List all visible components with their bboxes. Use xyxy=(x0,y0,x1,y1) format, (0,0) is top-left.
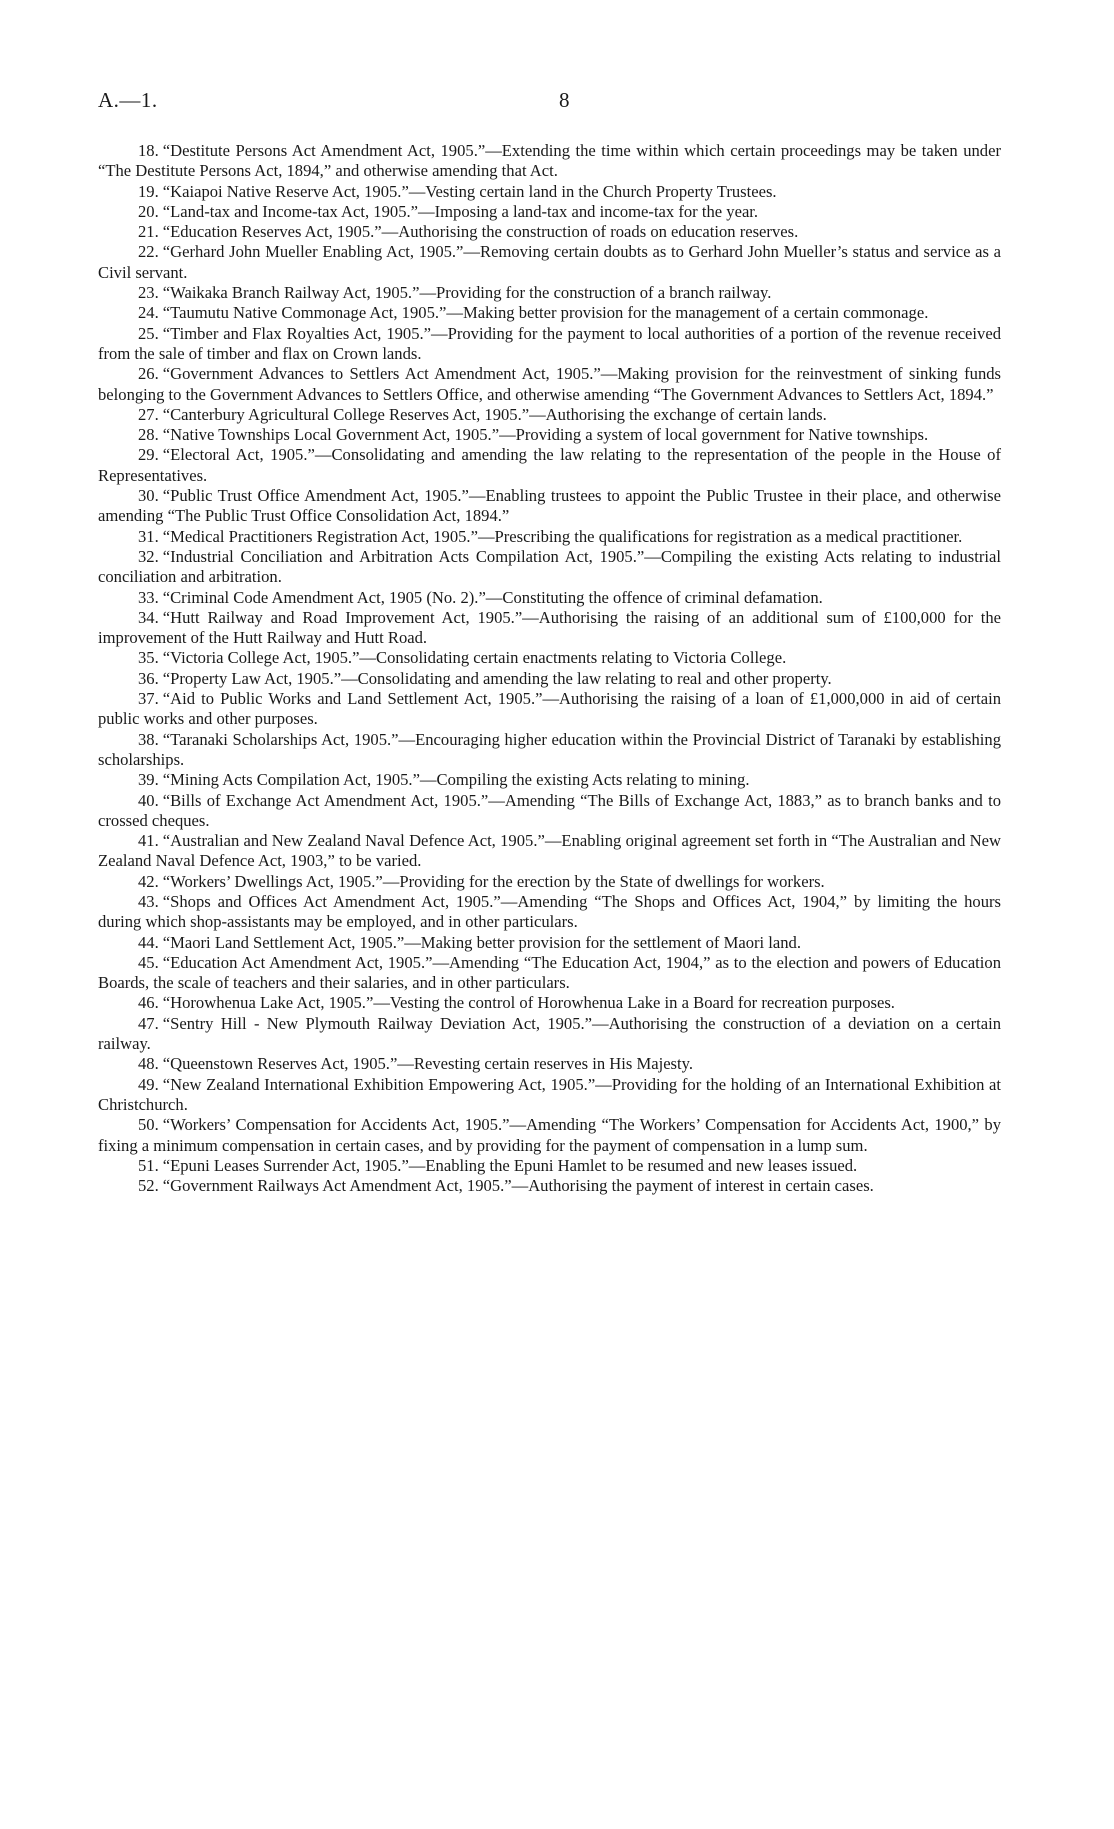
act-entry xyxy=(98,648,1001,668)
act-entry xyxy=(98,770,1001,790)
entry-text: “Workers’ Dwellings Act, 1905.”—Providing for the erection by the State of dwellings for workers. xyxy=(162,871,825,891)
entry-number: 37. xyxy=(138,689,159,709)
entry-text: “Destitute Persons Act Amendment Act, 1905.”—Extending the time within which certain proceedings may be taken under “The Destitute Persons Act, 1894,” and otherwise amending that Act. xyxy=(98,141,1001,181)
entry-text: “Taranaki Scholarships Act, 1905.”—Encouraging higher education within the Provincial District of Taranaki by establishing scholarships. xyxy=(98,729,1001,769)
entry-text: “Kaiapoi Native Reserve Act, 1905.”—Vesting certain land in the Church Property Trustees. xyxy=(162,181,777,201)
entry-text: “Epuni Leases Surrender Act, 1905.”—Enabling the Epuni Hamlet to be resumed and new leases issued. xyxy=(162,1155,858,1175)
entry-number: 52. xyxy=(138,1176,159,1196)
act-entry xyxy=(98,933,1001,953)
entry-text: “Victoria College Act, 1905.”—Consolidating certain enactments relating to Victoria College. xyxy=(162,648,787,668)
act-entry xyxy=(98,405,1001,425)
entry-number: 29. xyxy=(138,445,159,465)
act-entry xyxy=(98,445,1001,486)
entry-number: 48. xyxy=(138,1054,159,1074)
entry-text: “Aid to Public Works and Land Settlement Act, 1905.”—Authorising the raising of a loan of £1,000,000 in aid of certain public works and other purposes. xyxy=(98,689,1001,729)
document-code: A.—1. xyxy=(98,88,158,112)
entry-number: 27. xyxy=(138,404,159,424)
entry-number: 46. xyxy=(138,993,159,1013)
act-entry xyxy=(98,831,1001,872)
entry-text: “Medical Practitioners Registration Act, 1905.”—Prescribing the qualifications for registration as a medical practitioner. xyxy=(162,526,963,546)
act-entry xyxy=(98,993,1001,1013)
entry-text: “Education Act Amendment Act, 1905.”—Amending “The Education Act, 1904,” as to the election and powers of Education Boards, the scale of teachers and their salaries, and in other particulars. xyxy=(98,952,1001,993)
act-entry xyxy=(98,303,1001,323)
act-entry xyxy=(98,141,1001,182)
act-entry xyxy=(98,242,1001,283)
entry-text: “Criminal Code Amendment Act, 1905 (No. 2).”—Constituting the offence of criminal defamation. xyxy=(162,587,823,607)
entry-number: 50. xyxy=(138,1115,159,1135)
act-entry xyxy=(98,1014,1001,1055)
entry-text: “Native Townships Local Government Act, 1905.”—Providing a system of local government for Native townships. xyxy=(162,425,929,445)
act-entry xyxy=(98,689,1001,730)
entry-number: 36. xyxy=(138,668,159,688)
entry-number: 49. xyxy=(138,1074,159,1094)
entry-text: “Taumutu Native Commonage Act, 1905.”—Making better provision for the management of a certain commonage. xyxy=(162,303,929,323)
entry-number: 39. xyxy=(138,770,159,790)
entry-text: “Mining Acts Compilation Act, 1905.”—Compiling the existing Acts relating to mining. xyxy=(162,770,750,790)
act-entry xyxy=(98,791,1001,832)
act-entry xyxy=(98,1054,1001,1074)
entry-number: 21. xyxy=(138,222,159,242)
act-entry xyxy=(98,283,1001,303)
act-entry xyxy=(98,872,1001,892)
entry-number: 43. xyxy=(138,891,159,911)
entry-text: “Sentry Hill - New Plymouth Railway Deviation Act, 1905.”—Authorising the construction of a deviation on a certain railway. xyxy=(98,1013,1001,1054)
act-entry xyxy=(98,588,1001,608)
entry-text: “New Zealand International Exhibition Empowering Act, 1905.”—Providing for the holding of an International Exhibition at Christchurch. xyxy=(98,1074,1001,1114)
entry-number: 40. xyxy=(138,790,159,810)
entry-number: 32. xyxy=(138,546,159,566)
entry-number: 42. xyxy=(138,871,159,891)
entry-number: 28. xyxy=(138,425,159,445)
entry-text: “Education Reserves Act, 1905.”—Authorising the construction of roads on education reserves. xyxy=(162,222,799,242)
act-entry xyxy=(98,953,1001,994)
act-entry xyxy=(98,425,1001,445)
entry-text: “Maori Land Settlement Act, 1905.”—Making better provision for the settlement of Maori land. xyxy=(162,932,801,952)
entry-text: “Shops and Offices Act Amendment Act, 1905.”—Amending “The Shops and Offices Act, 1904,” by limiting the hours during which shop-assistants may be employed, and in other particulars. xyxy=(98,891,1001,932)
entry-number: 25. xyxy=(138,323,159,343)
act-list xyxy=(98,141,1001,1196)
entry-number: 38. xyxy=(138,729,159,749)
act-entry xyxy=(98,364,1001,405)
act-entry xyxy=(98,730,1001,771)
entry-text: “Australian and New Zealand Naval Defence Act, 1905.”—Enabling original agreement set forth in “The Australian and New Zealand Naval Defence Act, 1903,” to be varied. xyxy=(98,831,1001,871)
entry-text: “Hutt Railway and Road Improvement Act, 1905.”—Authorising the raising of an additional sum of £100,000 for the improvement of the Hutt Railway and Hutt Road. xyxy=(98,607,1001,648)
entry-number: 23. xyxy=(138,283,159,303)
page-header xyxy=(98,88,998,118)
entry-number: 44. xyxy=(138,932,159,952)
act-entry xyxy=(98,892,1001,933)
entry-text: “Canterbury Agricultural College Reserves Act, 1905.”—Authorising the exchange of certain lands. xyxy=(162,404,827,424)
act-entry xyxy=(98,324,1001,365)
act-entry xyxy=(98,222,1001,242)
entry-number: 20. xyxy=(138,201,159,221)
entry-number: 34. xyxy=(138,607,159,627)
act-entry xyxy=(98,1115,1001,1156)
entry-number: 24. xyxy=(138,303,159,323)
entry-number: 30. xyxy=(138,486,159,506)
entry-number: 33. xyxy=(138,587,159,607)
entry-text: “Gerhard John Mueller Enabling Act, 1905.”—Removing certain doubts as to Gerhard John Mueller’s status and service as a Civil servant. xyxy=(98,242,1001,282)
entry-text: “Public Trust Office Amendment Act, 1905.”—Enabling trustees to appoint the Public Trustee in their place, and otherwise amending “The Public Trust Office Consolidation Act, 1894.” xyxy=(98,486,1001,526)
entry-number: 19. xyxy=(138,181,159,201)
act-entry xyxy=(98,669,1001,689)
entry-number: 18. xyxy=(138,141,159,160)
entry-text: “Government Railways Act Amendment Act, 1905.”—Authorising the payment of interest in certain cases. xyxy=(162,1176,874,1196)
entry-text: “Timber and Flax Royalties Act, 1905.”—Providing for the payment to local authorities of a portion of the revenue received from the sale of timber and flax on Crown lands. xyxy=(98,323,1001,363)
entry-number: 41. xyxy=(138,831,159,851)
page-number: 8 xyxy=(559,88,570,112)
entry-text: “Bills of Exchange Act Amendment Act, 1905.”—Amending “The Bills of Exchange Act, 1883,” as to branch banks and to crossed cheques. xyxy=(98,790,1001,830)
entry-number: 22. xyxy=(138,242,159,262)
entry-number: 26. xyxy=(138,364,159,384)
act-entry xyxy=(98,1156,1001,1176)
entry-number: 51. xyxy=(138,1155,159,1175)
entry-text: “Electoral Act, 1905.”—Consolidating and amending the law relating to the representation of the people in the House of Representatives. xyxy=(98,445,1001,485)
act-entry xyxy=(98,182,1001,202)
act-entry xyxy=(98,202,1001,222)
entry-number: 45. xyxy=(138,952,159,972)
entry-text: “Industrial Conciliation and Arbitration Acts Compilation Act, 1905.”—Compiling the existing Acts relating to industrial conciliation and arbitration. xyxy=(98,546,1001,587)
entry-text: “Land-tax and Income-tax Act, 1905.”—Imposing a land-tax and income-tax for the year. xyxy=(162,201,759,221)
act-entry xyxy=(98,608,1001,649)
entry-text: “Workers’ Compensation for Accidents Act, 1905.”—Amending “The Workers’ Compensation for Accidents Act, 1900,” by fixing a minimum compensation in certain cases, and by providing for the payment of compensation in a lump sum. xyxy=(98,1115,1001,1155)
act-entry xyxy=(98,527,1001,547)
entry-text: “Waikaka Branch Railway Act, 1905.”—Providing for the construction of a branch railway. xyxy=(162,283,772,303)
entry-text: “Property Law Act, 1905.”—Consolidating and amending the law relating to real and other property. xyxy=(162,668,832,688)
entry-text: “Government Advances to Settlers Act Amendment Act, 1905.”—Making provision for the reinvestment of sinking funds belonging to the Government Advances to Settlers Office, and otherwise amending “The Government Advances to Settlers Act, 1894.” xyxy=(98,364,1001,404)
act-entry xyxy=(98,547,1001,588)
entry-number: 47. xyxy=(138,1013,159,1033)
entry-text: “Queenstown Reserves Act, 1905.”—Revesting certain reserves in His Majesty. xyxy=(162,1054,693,1074)
entry-number: 35. xyxy=(138,648,159,668)
act-entry xyxy=(98,1176,1001,1196)
act-entry xyxy=(98,1075,1001,1116)
entry-text: “Horowhenua Lake Act, 1905.”—Vesting the control of Horowhenua Lake in a Board for recreation purposes. xyxy=(162,993,895,1013)
act-entry xyxy=(98,486,1001,527)
entry-number: 31. xyxy=(138,526,159,546)
